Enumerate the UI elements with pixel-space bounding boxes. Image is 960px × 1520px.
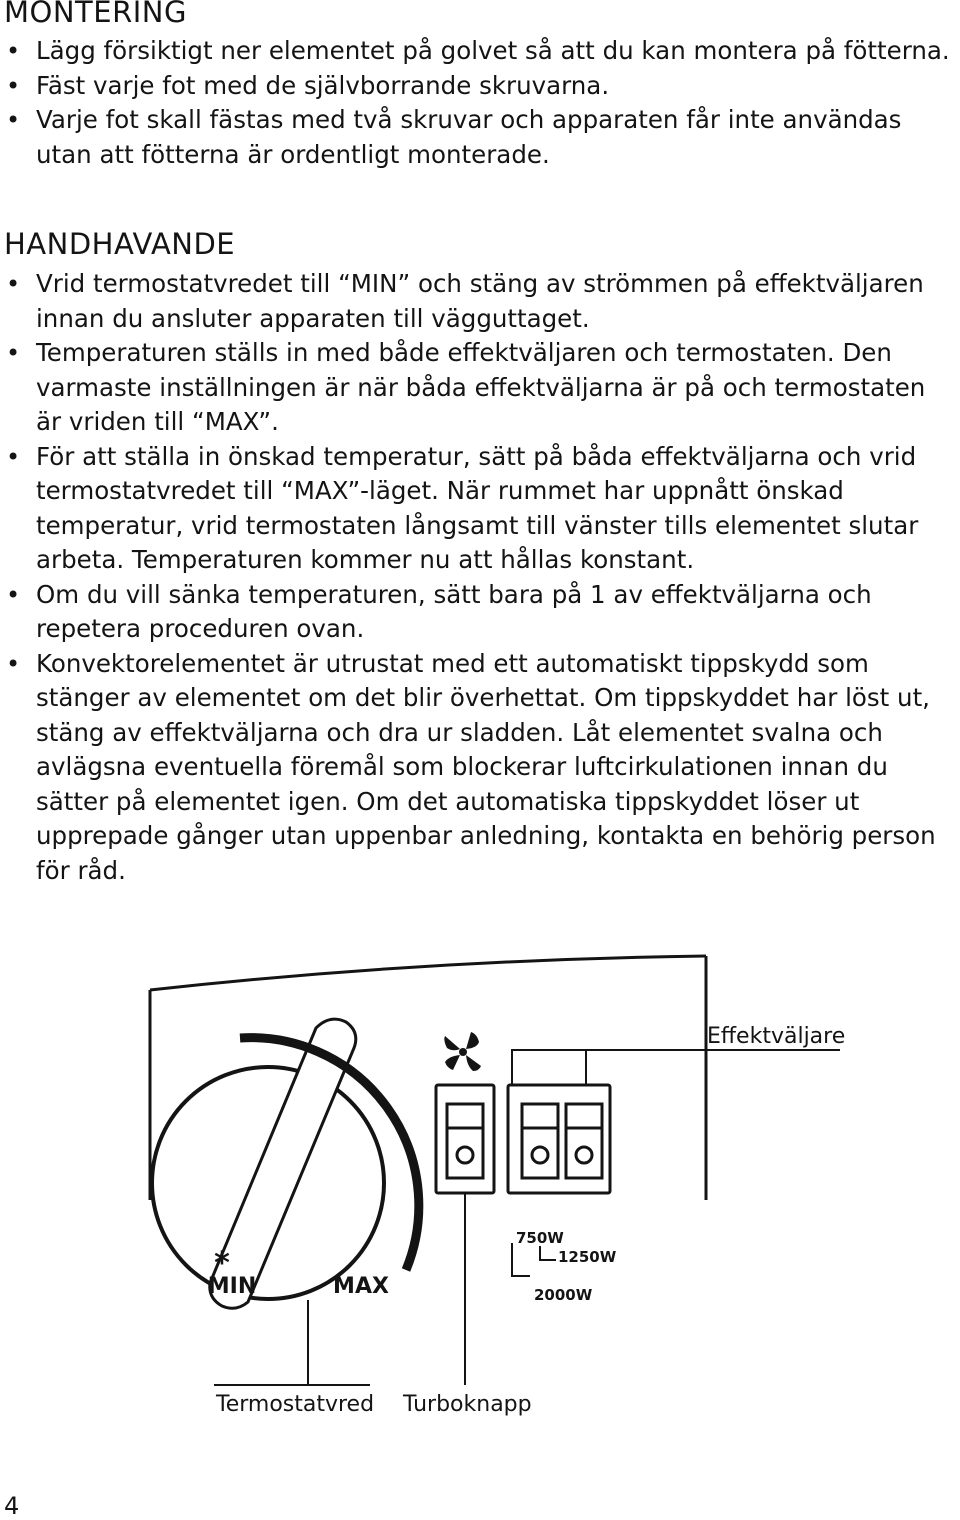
list-item: • Om du vill sänka temperaturen, sätt bara på 1 av effektväljarna och repetera proceduren ovan. xyxy=(6,579,872,643)
bullet-icon: • xyxy=(6,649,21,678)
bullet-icon: • xyxy=(6,71,21,100)
bullet-icon: • xyxy=(6,339,21,367)
list-item: • Lägg försiktigt ner elementet på golvet så att du kan montera på fötterna. xyxy=(0,34,960,69)
label-effektvaljare: Effektväljare xyxy=(707,1024,846,1049)
section-heading-handhavande: HANDHAVANDE xyxy=(4,227,236,261)
list-item: • Vrid termostatvredet till “MIN” och stäng av strömmen på effektväljaren innan du ansluter apparaten till vägguttaget. xyxy=(6,269,924,333)
section-heading-montering: MONTERING xyxy=(4,0,187,29)
selector-bracket xyxy=(512,1050,586,1084)
bullet-icon: • xyxy=(6,442,21,471)
list-item: • Konvektorelementet är utrustat med ett automatiskt tippskydd som stänger av elementet om det blir överhettat. Om tippskyddet har löst ut, stäng av effektväljarna och dra ur sladden. Låt elementet svalna och avlägsna eventuella föremål som blockerar luftcirkulationen innan du sätter på elementet igen. Om det automatiska tippskyddet löser ut upprepade gånger utan uppenbar anledning, kontakta en behörig person för råd. xyxy=(6,648,936,885)
label-turboknapp: Turboknapp xyxy=(403,1392,532,1417)
dial-max-label: MAX xyxy=(333,1274,389,1299)
fan-icon xyxy=(444,1032,481,1071)
dial-min-label: MIN xyxy=(207,1274,257,1299)
montering-list xyxy=(0,34,960,172)
watt-bracket-2000 xyxy=(512,1243,530,1276)
list-item: • Varje fot skall fästas med två skruvar och apparaten får inte användas utan att fötterna är ordentligt monterade. xyxy=(6,105,902,169)
turbo-switch xyxy=(436,1085,494,1193)
bullet-icon: • xyxy=(6,106,21,134)
watt-2000-label: 2000W xyxy=(534,1286,593,1304)
page-number: 4 xyxy=(4,1492,20,1520)
handhavande-list xyxy=(0,267,960,888)
power-switch-pair xyxy=(508,1085,610,1193)
snowflake-icon: * xyxy=(214,1246,230,1281)
thermostat-knob xyxy=(152,1019,384,1308)
watt-750-label: 750W xyxy=(516,1229,564,1247)
label-termostatvred: Termostatvred xyxy=(216,1392,375,1417)
panel-top-curve xyxy=(150,956,706,990)
watt-bracket-1250 xyxy=(540,1246,556,1260)
bullet-icon: • xyxy=(6,270,21,298)
list-item: • Fäst varje fot med de självborrande skruvarna. xyxy=(0,69,960,104)
bullet-icon: • xyxy=(6,580,21,609)
heater-control-diagram xyxy=(0,950,960,1440)
list-item: • För att ställa in önskad temperatur, sätt på båda effektväljarna och vrid termostatvredet till “MAX”-läget. När rummet har uppnått önskad temperatur, vrid termostaten långsamt till vänster tills elementet slutar arbeta. Temperaturen kommer nu att hållas konstant. xyxy=(6,441,919,574)
bullet-icon: • xyxy=(6,37,21,65)
watt-1250-label: 1250W xyxy=(558,1248,617,1266)
list-item: • Temperaturen ställs in med både effektväljaren och termostaten. Den varmaste inställningen är när båda effektväljarna är på och termostaten är vriden till “MAX”. xyxy=(6,338,926,436)
